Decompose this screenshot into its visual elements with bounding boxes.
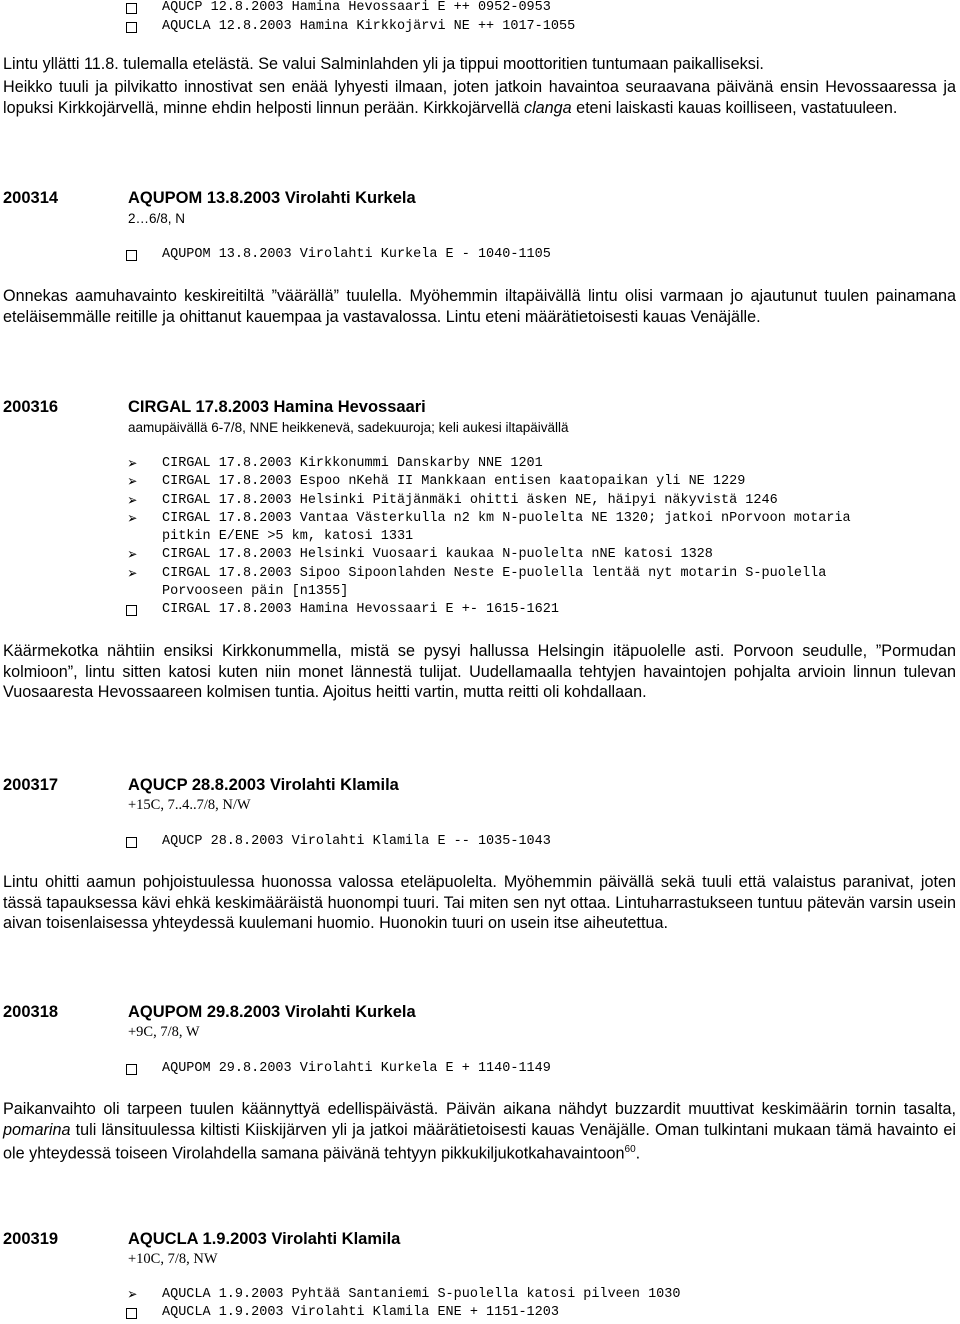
record-conditions: +9C, 7/8, W bbox=[128, 1024, 200, 1040]
record-conditions: 2…6/8, N bbox=[128, 211, 186, 226]
paragraph bbox=[3, 872, 956, 934]
paragraph-text: Paikanvaihto oli tarpeen tuulen käännyttyä edellispäivästä. Päivän aikana nähdyt buzzardit muuttivat keskimäärin tornin tasalta, bbox=[3, 1100, 956, 1118]
paragraph-text: Käärmekotka nähtiin ensiksi Kirkkonummella, mistä se pysyi hallussa Helsingin itäpuolelle asti. Porvoon seudulle, ”Pormudan kolmioon”, lintu sitten katosi kuten niin monet lännestä tulijat. Uudellamaalla tehtyjen havaintojen pohjalta arvioin linnun tulevan Vuosaaresta Hevossaareen kolmisen tuntia. Ajoitus heitti vartin, mutta reitti oli kohdallaan. bbox=[3, 642, 956, 702]
arrow-bullet-icon: ➢ bbox=[127, 509, 138, 527]
checkbox-icon bbox=[126, 1061, 144, 1080]
paragraph-text: tuli länsituulessa kiltisti Kiiskijärven yli ja jatkoi määrätietoisesti kauas Venäjälle. Oman tulkintani mukaan tämä havainto ei ole yhteydessä toiseen Virolahdella samana päivänä tehtyyn pikkukiljukotkahavaintoon bbox=[3, 1120, 956, 1163]
record-title: AQUPOM 29.8.2003 Virolahti Kurkela bbox=[128, 1003, 416, 1021]
arrow-bullet-icon: ➢ bbox=[127, 472, 138, 490]
checkbox-icon bbox=[126, 19, 144, 38]
observation-text: AQUCP 28.8.2003 Virolahti Klamila E -- 1035-1043 bbox=[162, 834, 551, 849]
arrow-bullet-icon: ➢ bbox=[127, 545, 138, 563]
paragraph bbox=[3, 286, 956, 327]
record-number: 200314 bbox=[3, 189, 59, 207]
observation-text: CIRGAL 17.8.2003 Vantaa Västerkulla n2 km N-puolelta NE 1320; jatkoi nPorvoon motaria bbox=[162, 511, 851, 526]
checkbox-icon bbox=[126, 834, 144, 853]
paragraph-text: Onnekas aamuhavainto keskireitiltä ”väärällä” tuulella. Myöhemmin iltapäivällä lintu olisi varmaan jo ajautunut tuulen painamana eteläisemmälle reitille ja ohittanut kauempaa ja vastavalossa. Lintu eteni määrätietoisesti kauas Venäjälle. bbox=[3, 287, 956, 326]
observation-continuation: pitkin E/ENE >5 km, katosi 1331 bbox=[162, 529, 414, 544]
paragraph-line: Lintu yllätti 11.8. tulemalla etelästä. Se valui Salminlahden yli ja tippui moottoritien tuntumaan paikalliseksi. bbox=[3, 55, 764, 73]
arrow-bullet-icon: ➢ bbox=[127, 491, 138, 509]
observation-text: CIRGAL 17.8.2003 Kirkkonummi Danskarby NNE 1201 bbox=[162, 456, 543, 471]
paragraph bbox=[3, 1099, 956, 1164]
paragraph bbox=[3, 77, 956, 118]
checkbox-icon bbox=[126, 247, 144, 266]
record-title: AQUCLA 1.9.2003 Virolahti Klamila bbox=[128, 1230, 401, 1248]
observation-text: CIRGAL 17.8.2003 Hamina Hevossaari E +- 1615-1621 bbox=[162, 602, 559, 617]
record-title: CIRGAL 17.8.2003 Hamina Hevossaari bbox=[128, 398, 426, 416]
arrow-bullet-icon: ➢ bbox=[127, 564, 138, 582]
record-title: AQUPOM 13.8.2003 Virolahti Kurkela bbox=[128, 189, 416, 207]
checkbox-icon bbox=[126, 1305, 144, 1324]
checkbox-icon bbox=[126, 602, 144, 621]
record-conditions: +10C, 7/8, NW bbox=[128, 1251, 218, 1267]
observation-text: CIRGAL 17.8.2003 Helsinki Pitäjänmäki ohitti äsken NE, häipyi näkyvistä 1246 bbox=[162, 493, 778, 508]
arrow-bullet-icon: ➢ bbox=[127, 454, 138, 472]
observation-text: CIRGAL 17.8.2003 Helsinki Vuosaari kaukaa N-puolelta nNE katosi 1328 bbox=[162, 547, 713, 562]
arrow-bullet-icon: ➢ bbox=[127, 1285, 138, 1303]
footnote-ref[interactable]: 60 bbox=[624, 1144, 636, 1156]
record-conditions: +15C, 7..4..7/8, N/W bbox=[128, 797, 251, 813]
observation-text: AQUPOM 13.8.2003 Virolahti Kurkela E - 1040-1105 bbox=[162, 247, 551, 262]
record-number: 200317 bbox=[3, 776, 59, 794]
record-title: AQUCP 28.8.2003 Virolahti Klamila bbox=[128, 776, 399, 794]
record-number: 200316 bbox=[3, 398, 59, 416]
paragraph-text: Heikko tuuli ja pilvikatto innostivat sen enää lyhyesti ilmaan, joten jatkoin havaintoa seuraavana päivänä ensin Hevossaaressa ja lopuksi Kirkkojärvellä, minne ehdin helposti linnun perään. Kirkkojärvellä bbox=[3, 78, 956, 117]
observation-text: AQUCLA 12.8.2003 Hamina Kirkkojärvi NE ++ 1017-1055 bbox=[162, 19, 576, 34]
checkbox-icon bbox=[126, 0, 144, 19]
paragraph-text: eteni laiskasti kauas koilliseen, vastatuuleen. bbox=[571, 98, 898, 117]
observation-text: AQUPOM 29.8.2003 Virolahti Kurkela E + 1140-1149 bbox=[162, 1061, 551, 1076]
paragraph-text: . bbox=[635, 1144, 641, 1163]
record-number: 200318 bbox=[3, 1003, 59, 1021]
paragraph bbox=[3, 641, 956, 703]
record-conditions: aamupäivällä 6-7/8, NNE heikkenevä, sadekuuroja; keli aukesi iltapäivällä bbox=[128, 420, 569, 435]
observation-continuation: Porvooseen päin [n1355] bbox=[162, 584, 349, 599]
observation-text: CIRGAL 17.8.2003 Sipoo Sipoonlahden Neste E-puolella lentää nyt motarin S-puolella bbox=[162, 566, 827, 581]
species-name: clanga bbox=[523, 98, 572, 117]
observation-text: AQUCP 12.8.2003 Hamina Hevossaari E ++ 0952-0953 bbox=[162, 0, 551, 15]
paragraph-text: Lintu ohitti aamun pohjoistuulessa huonossa valossa eteläpuolelta. Myöhemmin päivällä sekä tuuli että valaistus paranivat, joten tässä tapauksessa kävi ehkä keskimääräistä huonompi tuuri. Tai miten sen nyt ottaa. Lintuharrastukseen tuntuu pätevän varsin usein aivan toisenlaisessa yhteydessä kuulemani huomio. Huonokin tuuri on usein itse aiheutettua. bbox=[3, 873, 956, 933]
observation-text: AQUCLA 1.9.2003 Pyhtää Santaniemi S-puolella katosi pilveen 1030 bbox=[162, 1287, 681, 1302]
observation-text: AQUCLA 1.9.2003 Virolahti Klamila ENE + 1151-1203 bbox=[162, 1305, 559, 1320]
species-name: pomarina bbox=[3, 1120, 71, 1139]
observation-text: CIRGAL 17.8.2003 Espoo nKehä II Mankkaan entisen kaatopaikan yli NE 1229 bbox=[162, 474, 746, 489]
record-number: 200319 bbox=[3, 1230, 59, 1248]
